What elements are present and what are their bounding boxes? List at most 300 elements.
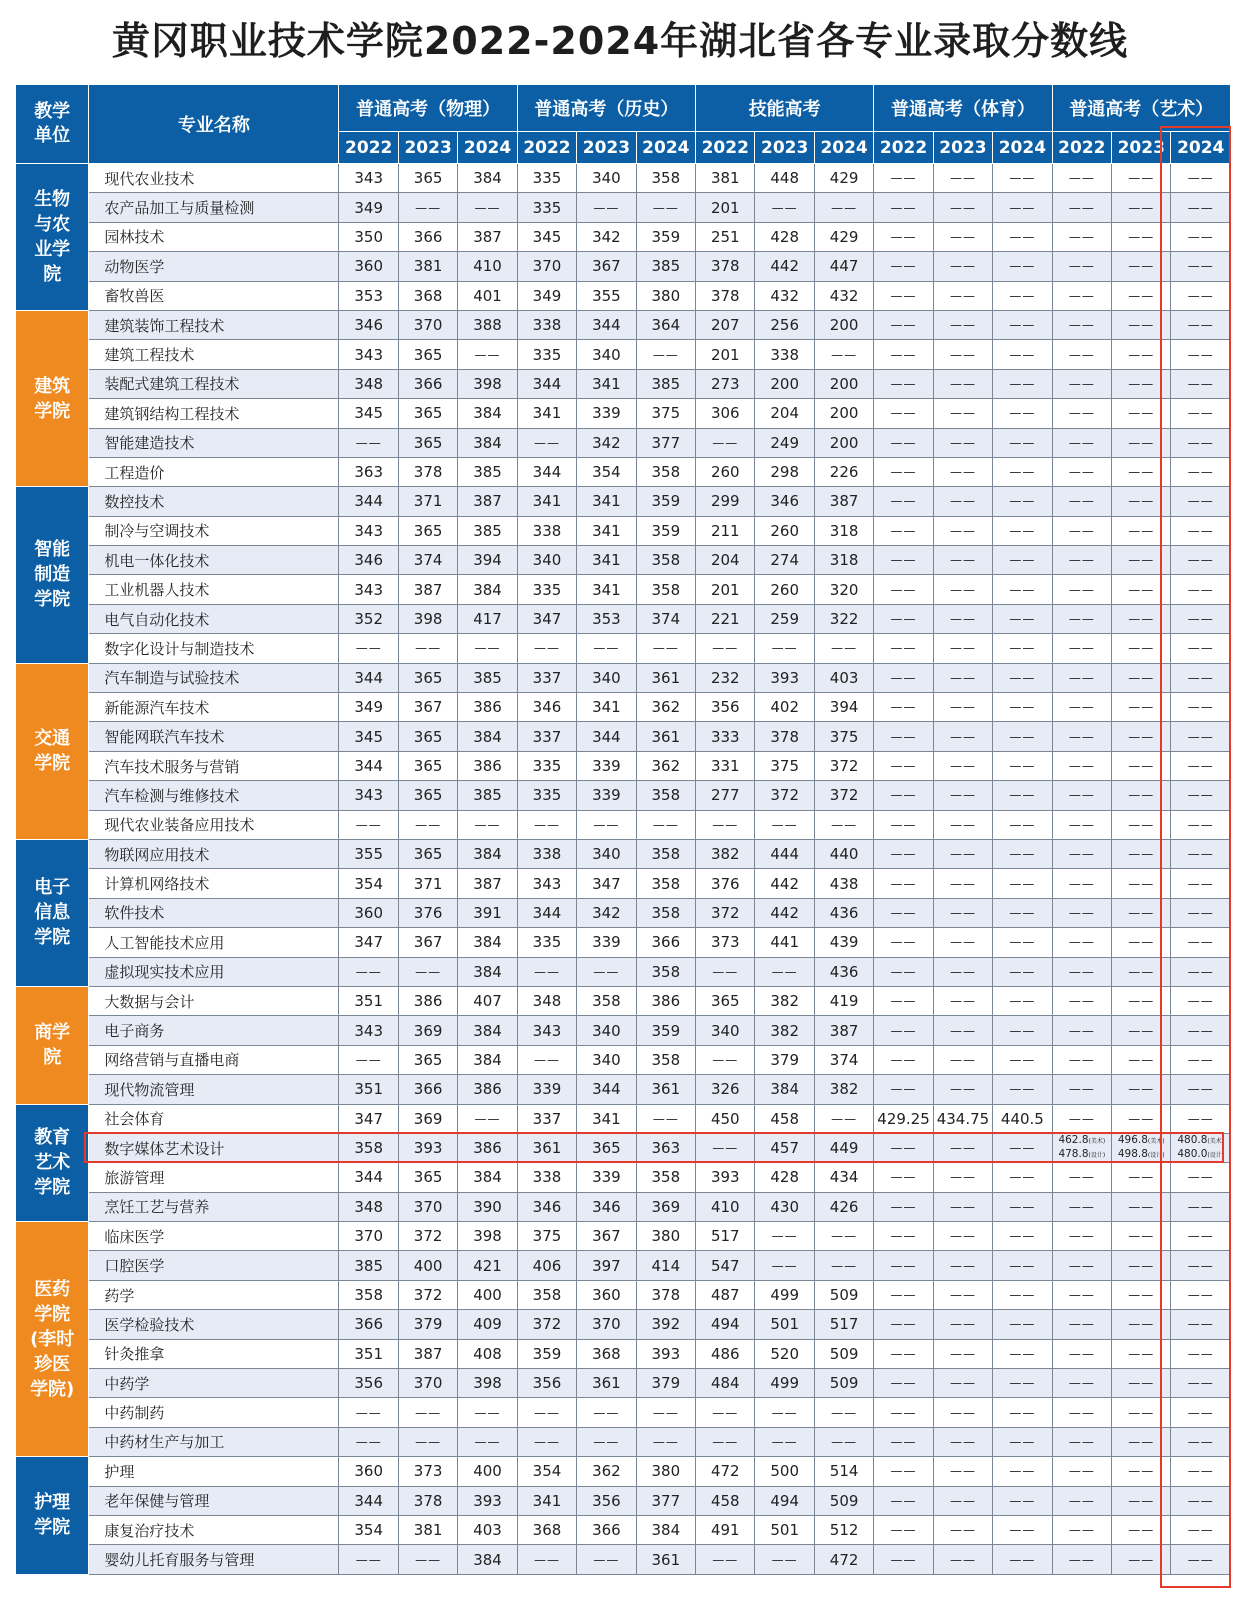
score-cell: 393 bbox=[398, 1133, 457, 1162]
table-row bbox=[16, 1427, 1231, 1456]
score-cell: 378 bbox=[755, 722, 814, 751]
score-cell: 344 bbox=[339, 1163, 398, 1192]
score-cell: 520 bbox=[755, 1339, 814, 1368]
art-score-a: 462.8 bbox=[1058, 1134, 1089, 1147]
table-row bbox=[16, 1280, 1231, 1309]
score-cell: —— bbox=[1171, 252, 1231, 281]
score-cell: —— bbox=[933, 281, 992, 310]
score-cell: 373 bbox=[696, 928, 755, 957]
score-cell: 354 bbox=[339, 869, 398, 898]
score-cell: 363 bbox=[339, 457, 398, 486]
art-score-a: 496.8 bbox=[1117, 1134, 1148, 1147]
score-cell: —— bbox=[1171, 604, 1231, 633]
score-cell: 339 bbox=[577, 1163, 636, 1192]
score-cell: —— bbox=[993, 1163, 1052, 1192]
score-cell: 346 bbox=[577, 1192, 636, 1221]
score-cell: —— bbox=[993, 1545, 1052, 1574]
score-cell: 353 bbox=[339, 281, 398, 310]
score-cell: 366 bbox=[398, 1075, 457, 1104]
score-cell: 380 bbox=[636, 281, 695, 310]
score-cell: —— bbox=[1171, 722, 1231, 751]
score-cell: 358 bbox=[636, 164, 695, 193]
score-cell: 419 bbox=[814, 986, 873, 1015]
score-cell: 384 bbox=[636, 1515, 695, 1544]
score-cell: 429.25 bbox=[874, 1104, 933, 1133]
score-cell: —— bbox=[1052, 986, 1111, 1015]
score-cell: —— bbox=[933, 663, 992, 692]
score-cell: —— bbox=[993, 604, 1052, 633]
score-cell: 273 bbox=[696, 369, 755, 398]
score-cell: 260 bbox=[696, 457, 755, 486]
score-cell: —— bbox=[1052, 1545, 1111, 1574]
score-cell: 348 bbox=[339, 369, 398, 398]
score-cell: —— bbox=[933, 1310, 992, 1339]
score-cell: —— bbox=[1052, 457, 1111, 486]
score-cell: 337 bbox=[517, 663, 576, 692]
major-cell: 建筑装饰工程技术 bbox=[89, 310, 339, 339]
score-cell: —— bbox=[993, 222, 1052, 251]
score-cell: 384 bbox=[458, 839, 517, 868]
score-cell: 340 bbox=[577, 340, 636, 369]
score-cell: —— bbox=[636, 634, 695, 663]
score-cell: —— bbox=[1112, 839, 1171, 868]
score-cell: —— bbox=[339, 428, 398, 457]
score-cell: —— bbox=[1052, 516, 1111, 545]
score-cell: 369 bbox=[636, 1192, 695, 1221]
score-cell: 434 bbox=[814, 1163, 873, 1192]
score-cell: —— bbox=[1052, 1280, 1111, 1309]
major-cell: 物联网应用技术 bbox=[89, 839, 339, 868]
score-cell: 370 bbox=[398, 1369, 457, 1398]
score-cell: —— bbox=[696, 957, 755, 986]
score-cell: 417 bbox=[458, 604, 517, 633]
score-cell: —— bbox=[1171, 310, 1231, 339]
score-cell: —— bbox=[993, 369, 1052, 398]
score-cell: —— bbox=[1112, 781, 1171, 810]
score-cell: 343 bbox=[339, 575, 398, 604]
score-cell: —— bbox=[993, 281, 1052, 310]
unit-cell: 生物与农业学院 bbox=[16, 164, 89, 311]
score-cell: 386 bbox=[458, 693, 517, 722]
score-cell: 358 bbox=[517, 1280, 576, 1309]
score-cell: —— bbox=[458, 810, 517, 839]
score-cell: —— bbox=[1112, 428, 1171, 457]
score-cell: 344 bbox=[577, 310, 636, 339]
score-cell: —— bbox=[1112, 928, 1171, 957]
score-cell: —— bbox=[339, 810, 398, 839]
score-cell: 385 bbox=[636, 252, 695, 281]
score-cell: —— bbox=[1052, 1075, 1111, 1104]
score-cell: 221 bbox=[696, 604, 755, 633]
score-cell: 372 bbox=[696, 898, 755, 927]
score-cell: —— bbox=[933, 1192, 992, 1221]
art-score-cell bbox=[1052, 1133, 1111, 1162]
score-cell: —— bbox=[874, 1222, 933, 1251]
score-cell: 355 bbox=[577, 281, 636, 310]
score-cell: —— bbox=[696, 1427, 755, 1456]
score-cell: 385 bbox=[458, 516, 517, 545]
score-cell: —— bbox=[1112, 693, 1171, 722]
group-header-skills: 技能高考 bbox=[696, 85, 874, 132]
score-cell: —— bbox=[517, 428, 576, 457]
score-cell: —— bbox=[933, 722, 992, 751]
table-row bbox=[16, 1075, 1231, 1104]
score-cell: —— bbox=[1112, 986, 1171, 1015]
score-cell: —— bbox=[933, 1339, 992, 1368]
score-cell: 472 bbox=[814, 1545, 873, 1574]
score-cell: 340 bbox=[577, 164, 636, 193]
score-cell: —— bbox=[993, 928, 1052, 957]
score-cell: 367 bbox=[398, 693, 457, 722]
score-cell: —— bbox=[874, 1369, 933, 1398]
score-cell: —— bbox=[993, 693, 1052, 722]
score-cell: —— bbox=[874, 722, 933, 751]
score-cell: —— bbox=[1052, 1486, 1111, 1515]
score-cell: 320 bbox=[814, 575, 873, 604]
art-tag-a: (美术) bbox=[1088, 1138, 1106, 1146]
score-cell: 384 bbox=[458, 1163, 517, 1192]
score-cell: 351 bbox=[339, 986, 398, 1015]
score-cell: —— bbox=[874, 1339, 933, 1368]
score-cell: —— bbox=[933, 1545, 992, 1574]
major-cell: 人工智能技术应用 bbox=[89, 928, 339, 957]
score-cell: 421 bbox=[458, 1251, 517, 1280]
score-cell: —— bbox=[1112, 722, 1171, 751]
score-cell: —— bbox=[933, 1016, 992, 1045]
score-cell: 381 bbox=[696, 164, 755, 193]
score-cell: 360 bbox=[339, 1457, 398, 1486]
score-cell: 384 bbox=[458, 722, 517, 751]
score-cell: —— bbox=[874, 1398, 933, 1427]
score-cell: 509 bbox=[814, 1369, 873, 1398]
score-cell: —— bbox=[874, 1515, 933, 1544]
score-cell: —— bbox=[755, 810, 814, 839]
score-cell: 397 bbox=[577, 1251, 636, 1280]
table-row bbox=[16, 457, 1231, 486]
score-cell: 347 bbox=[517, 604, 576, 633]
table-row bbox=[16, 487, 1231, 516]
score-cell: —— bbox=[933, 634, 992, 663]
score-cell: 393 bbox=[458, 1486, 517, 1515]
score-cell: —— bbox=[339, 1427, 398, 1456]
score-cell: 361 bbox=[517, 1133, 576, 1162]
major-cell: 数字化设计与制造技术 bbox=[89, 634, 339, 663]
score-cell: 386 bbox=[458, 751, 517, 780]
score-cell: 400 bbox=[458, 1280, 517, 1309]
score-cell: 356 bbox=[517, 1369, 576, 1398]
score-cell: —— bbox=[874, 1251, 933, 1280]
score-cell: 374 bbox=[814, 1045, 873, 1074]
score-cell: 367 bbox=[398, 928, 457, 957]
score-cell: —— bbox=[874, 222, 933, 251]
table-row bbox=[16, 252, 1231, 281]
score-cell: 491 bbox=[696, 1515, 755, 1544]
score-cell: —— bbox=[517, 957, 576, 986]
score-cell: —— bbox=[874, 399, 933, 428]
score-cell: —— bbox=[814, 1427, 873, 1456]
major-cell: 针灸推拿 bbox=[89, 1339, 339, 1368]
score-cell: 359 bbox=[636, 1016, 695, 1045]
score-cell: 458 bbox=[696, 1486, 755, 1515]
score-cell: 372 bbox=[398, 1280, 457, 1309]
score-cell: 406 bbox=[517, 1251, 576, 1280]
score-cell: 385 bbox=[458, 663, 517, 692]
score-cell: —— bbox=[933, 1251, 992, 1280]
table-row bbox=[16, 693, 1231, 722]
table-row bbox=[16, 222, 1231, 251]
score-cell: 487 bbox=[696, 1280, 755, 1309]
art-score-cell bbox=[1112, 1133, 1171, 1162]
score-cell: 398 bbox=[458, 369, 517, 398]
score-cell: 333 bbox=[696, 722, 755, 751]
score-cell: —— bbox=[874, 1133, 933, 1162]
score-cell: —— bbox=[933, 222, 992, 251]
score-cell: —— bbox=[1112, 1251, 1171, 1280]
score-cell: 394 bbox=[458, 546, 517, 575]
score-cell: 441 bbox=[755, 928, 814, 957]
score-cell: 494 bbox=[755, 1486, 814, 1515]
score-cell: 348 bbox=[339, 1192, 398, 1221]
score-cell: —— bbox=[933, 1045, 992, 1074]
score-cell: 398 bbox=[398, 604, 457, 633]
score-cell: 472 bbox=[696, 1457, 755, 1486]
score-cell: 200 bbox=[814, 428, 873, 457]
score-cell: —— bbox=[1052, 634, 1111, 663]
score-cell: —— bbox=[1112, 1457, 1171, 1486]
score-cell: 340 bbox=[577, 839, 636, 868]
score-cell: 403 bbox=[814, 663, 873, 692]
score-cell: —— bbox=[1171, 164, 1231, 193]
score-cell: —— bbox=[1052, 1515, 1111, 1544]
score-cell: —— bbox=[1171, 751, 1231, 780]
score-cell: —— bbox=[1052, 369, 1111, 398]
score-cell: —— bbox=[874, 369, 933, 398]
score-cell: —— bbox=[1171, 1016, 1231, 1045]
score-cell: 369 bbox=[398, 1016, 457, 1045]
score-cell: —— bbox=[1171, 957, 1231, 986]
score-cell: —— bbox=[993, 1310, 1052, 1339]
score-cell: —— bbox=[339, 957, 398, 986]
score-cell: —— bbox=[755, 957, 814, 986]
score-cell: —— bbox=[1112, 957, 1171, 986]
score-cell: 360 bbox=[339, 252, 398, 281]
score-cell: —— bbox=[993, 1075, 1052, 1104]
score-cell: —— bbox=[1052, 1192, 1111, 1221]
major-cell: 智能建造技术 bbox=[89, 428, 339, 457]
score-cell: —— bbox=[933, 340, 992, 369]
score-cell: 442 bbox=[755, 898, 814, 927]
score-cell: —— bbox=[577, 1545, 636, 1574]
major-cell: 大数据与会计 bbox=[89, 986, 339, 1015]
score-cell: 370 bbox=[339, 1222, 398, 1251]
page-title: 黄冈职业技术学院2022-2024年湖北省各专业录取分数线 bbox=[111, 19, 1129, 63]
score-cell: 376 bbox=[398, 898, 457, 927]
table-row bbox=[16, 193, 1231, 222]
score-cell: —— bbox=[1171, 869, 1231, 898]
score-cell: —— bbox=[1171, 810, 1231, 839]
score-cell: 353 bbox=[577, 604, 636, 633]
score-cell: 401 bbox=[458, 281, 517, 310]
score-cell: —— bbox=[696, 1045, 755, 1074]
score-cell: —— bbox=[874, 928, 933, 957]
score-cell: —— bbox=[1112, 751, 1171, 780]
score-cell: —— bbox=[1171, 663, 1231, 692]
score-cell: —— bbox=[1112, 1192, 1171, 1221]
table-row bbox=[16, 1163, 1231, 1192]
score-cell: 368 bbox=[577, 1339, 636, 1368]
score-cell: —— bbox=[517, 1545, 576, 1574]
score-cell: 346 bbox=[339, 546, 398, 575]
score-cell: 368 bbox=[398, 281, 457, 310]
score-cell: 322 bbox=[814, 604, 873, 633]
score-cell: —— bbox=[755, 1427, 814, 1456]
score-cell: 398 bbox=[458, 1222, 517, 1251]
score-cell: 249 bbox=[755, 428, 814, 457]
major-cell: 现代农业技术 bbox=[89, 164, 339, 193]
score-cell: —— bbox=[1052, 487, 1111, 516]
year-header: 2023 bbox=[933, 132, 992, 164]
score-cell: 458 bbox=[755, 1104, 814, 1133]
group-header-sports: 普通高考（体育） bbox=[874, 85, 1052, 132]
score-cell: —— bbox=[1052, 604, 1111, 633]
score-cell: 378 bbox=[636, 1280, 695, 1309]
score-cell: —— bbox=[577, 1398, 636, 1427]
score-cell: 378 bbox=[398, 457, 457, 486]
table-row bbox=[16, 1104, 1231, 1133]
score-cell: 379 bbox=[398, 1310, 457, 1339]
score-cell: 366 bbox=[339, 1310, 398, 1339]
score-cell: —— bbox=[458, 1398, 517, 1427]
score-cell: —— bbox=[933, 193, 992, 222]
score-cell: —— bbox=[933, 957, 992, 986]
score-cell: 361 bbox=[636, 663, 695, 692]
score-cell: —— bbox=[755, 193, 814, 222]
score-cell: 370 bbox=[398, 1192, 457, 1221]
score-cell: —— bbox=[755, 1251, 814, 1280]
art-tag-b: (设计) bbox=[1147, 1152, 1165, 1160]
score-cell: —— bbox=[1112, 399, 1171, 428]
score-cell: —— bbox=[933, 898, 992, 927]
score-cell: —— bbox=[577, 634, 636, 663]
table-row bbox=[16, 928, 1231, 957]
major-cell: 社会体育 bbox=[89, 1104, 339, 1133]
score-cell: 359 bbox=[636, 222, 695, 251]
score-cell: 340 bbox=[577, 1016, 636, 1045]
score-cell: 387 bbox=[458, 222, 517, 251]
score-cell: —— bbox=[933, 487, 992, 516]
score-cell: 387 bbox=[814, 1016, 873, 1045]
score-cell: —— bbox=[993, 457, 1052, 486]
score-cell: 340 bbox=[577, 663, 636, 692]
year-header: 2024 bbox=[636, 132, 695, 164]
major-cell: 建筑钢结构工程技术 bbox=[89, 399, 339, 428]
score-cell: —— bbox=[874, 193, 933, 222]
year-header: 2022 bbox=[874, 132, 933, 164]
score-cell: 277 bbox=[696, 781, 755, 810]
score-cell: 370 bbox=[517, 252, 576, 281]
score-cell: —— bbox=[1171, 1075, 1231, 1104]
score-cell: 444 bbox=[755, 839, 814, 868]
score-cell: 351 bbox=[339, 1339, 398, 1368]
score-cell: —— bbox=[933, 310, 992, 339]
score-cell: —— bbox=[755, 1398, 814, 1427]
major-cell: 工业机器人技术 bbox=[89, 575, 339, 604]
score-cell: 358 bbox=[636, 781, 695, 810]
major-cell: 软件技术 bbox=[89, 898, 339, 927]
score-cell: 364 bbox=[636, 310, 695, 339]
score-cell: —— bbox=[1052, 1251, 1111, 1280]
score-cell: —— bbox=[1112, 1369, 1171, 1398]
score-cell: 344 bbox=[339, 1486, 398, 1515]
score-cell: 442 bbox=[755, 252, 814, 281]
art-score-b: 480.0 bbox=[1177, 1148, 1208, 1161]
table-row bbox=[16, 1045, 1231, 1074]
score-cell: —— bbox=[993, 340, 1052, 369]
score-cell: 501 bbox=[755, 1515, 814, 1544]
score-cell: 377 bbox=[636, 428, 695, 457]
table-row bbox=[16, 751, 1231, 780]
score-cell: 365 bbox=[398, 516, 457, 545]
score-cell: —— bbox=[1052, 310, 1111, 339]
score-cell: —— bbox=[517, 1427, 576, 1456]
score-cell: 414 bbox=[636, 1251, 695, 1280]
score-cell: 382 bbox=[755, 1016, 814, 1045]
major-cell: 机电一体化技术 bbox=[89, 546, 339, 575]
score-cell: —— bbox=[1171, 1310, 1231, 1339]
score-cell: 374 bbox=[636, 604, 695, 633]
score-cell: 457 bbox=[755, 1133, 814, 1162]
score-cell: 345 bbox=[517, 222, 576, 251]
table-row bbox=[16, 986, 1231, 1015]
score-cell: 391 bbox=[458, 898, 517, 927]
score-cell: —— bbox=[1112, 252, 1171, 281]
score-cell: —— bbox=[933, 369, 992, 398]
score-cell: 341 bbox=[577, 487, 636, 516]
score-cell: —— bbox=[1112, 369, 1171, 398]
major-cell: 旅游管理 bbox=[89, 1163, 339, 1192]
year-header: 2022 bbox=[339, 132, 398, 164]
score-cell: —— bbox=[1171, 781, 1231, 810]
score-cell: —— bbox=[993, 1339, 1052, 1368]
table-row bbox=[16, 1222, 1231, 1251]
score-cell: 344 bbox=[577, 722, 636, 751]
table-row bbox=[16, 369, 1231, 398]
score-cell: —— bbox=[993, 1251, 1052, 1280]
score-cell: 440.5 bbox=[993, 1104, 1052, 1133]
score-cell: 354 bbox=[577, 457, 636, 486]
score-cell: —— bbox=[1171, 839, 1231, 868]
score-cell: 349 bbox=[339, 193, 398, 222]
score-cell: 344 bbox=[517, 369, 576, 398]
score-cell: —— bbox=[398, 957, 457, 986]
unit-cell: 医药学院(李时珍医学院) bbox=[16, 1222, 89, 1457]
score-cell: —— bbox=[874, 487, 933, 516]
score-cell: —— bbox=[993, 193, 1052, 222]
score-cell: —— bbox=[874, 1310, 933, 1339]
score-cell: 345 bbox=[339, 399, 398, 428]
score-cell: 400 bbox=[458, 1457, 517, 1486]
score-cell: —— bbox=[1112, 1163, 1171, 1192]
score-cell: —— bbox=[1112, 604, 1171, 633]
score-cell: —— bbox=[1112, 1398, 1171, 1427]
score-cell: 343 bbox=[339, 516, 398, 545]
score-cell: —— bbox=[933, 1133, 992, 1162]
score-cell: —— bbox=[933, 810, 992, 839]
score-cell: 365 bbox=[398, 781, 457, 810]
score-cell: 318 bbox=[814, 546, 873, 575]
score-cell: —— bbox=[993, 399, 1052, 428]
score-cell: 339 bbox=[577, 781, 636, 810]
